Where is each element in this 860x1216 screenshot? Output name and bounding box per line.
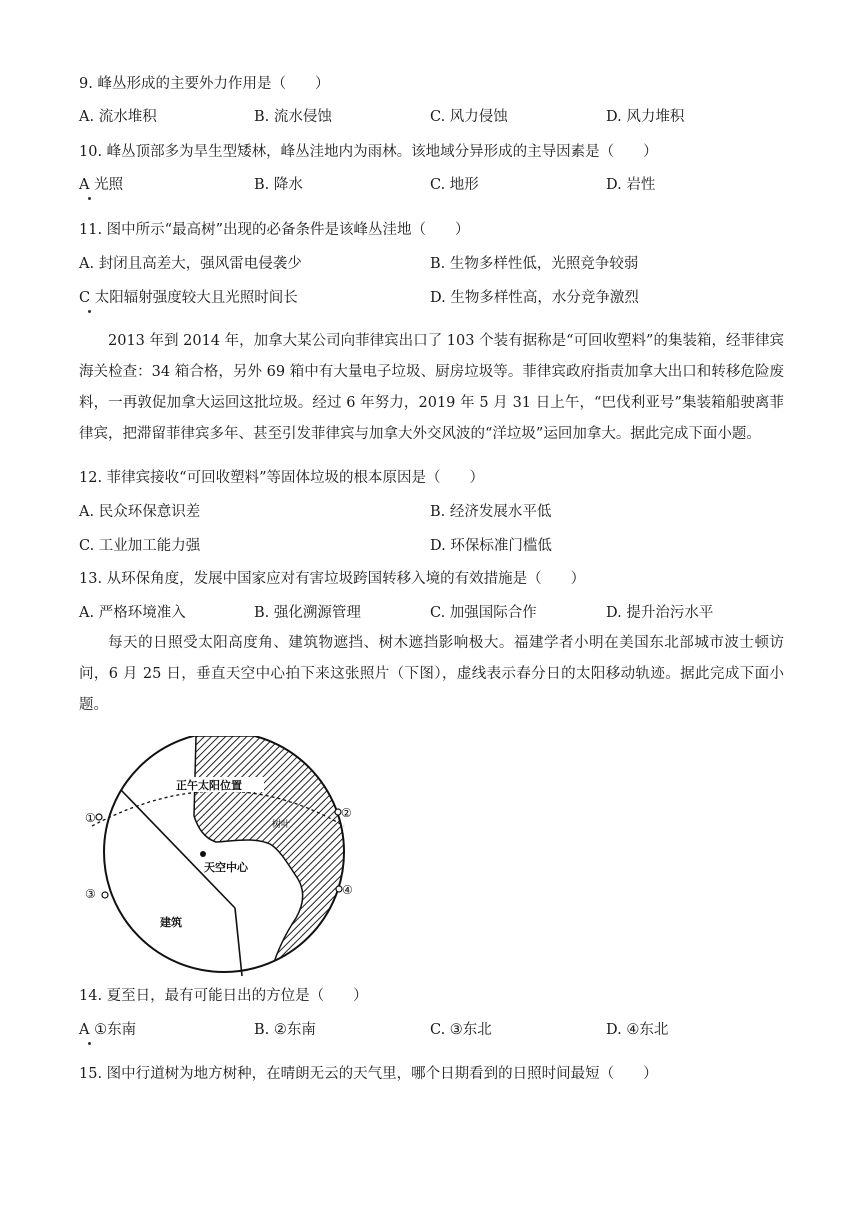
question-10-stem: 10. 峰丛顶部多为旱生型矮林，峰丛洼地内为雨林。该地域分异形成的主导因素是（ ） — [79, 144, 658, 160]
marker-3-dot — [102, 892, 108, 898]
question-13-option-b: B. 强化溯源管理 — [254, 605, 361, 621]
question-10-option-d: D. 岩性 — [606, 177, 656, 193]
question-9-option-d: D. 风力堆积 — [606, 109, 685, 125]
tree-foliage-area — [194, 736, 364, 980]
question-13-stem: 13. 从环保角度，发展中国家应对有害垃圾跨国转移入境的有效措施是（ ） — [79, 571, 586, 587]
question-13-option-a: A. 严格环境准入 — [79, 605, 186, 621]
question-14-option-a: A ①东南 — [79, 1022, 137, 1038]
marker-3-label: ③ — [85, 887, 96, 901]
question-12-stem: 12. 菲律宾接收“可回收塑料”等固体垃圾的根本原因是（ ） — [79, 470, 484, 486]
question-9-option-b: B. 流水侵蚀 — [254, 109, 332, 125]
sky-center-dot — [200, 851, 206, 857]
option-dot-mark — [88, 310, 91, 313]
marker-4-label: ④ — [342, 883, 353, 897]
question-11-stem: 11. 图中所示“最高树”出现的必备条件是该峰丛洼地（ ） — [79, 222, 470, 238]
question-11-option-a: A. 封闭且高差大，强风雷电侵袭少 — [79, 256, 302, 272]
question-14-stem: 14. 夏至日，最有可能日出的方位是（ ） — [79, 988, 368, 1004]
sky-center-label: 天空中心 — [204, 861, 248, 874]
question-14-option-c: C. ③东北 — [430, 1022, 492, 1038]
tree-label: 树叶 — [272, 820, 291, 830]
question-11-option-d: D. 生物多样性高，水分竞争激烈 — [430, 290, 639, 306]
question-10-option-a: A 光照 — [79, 177, 124, 193]
question-12-option-a: A. 民众环保意识差 — [79, 504, 201, 520]
question-12-option-b: B. 经济发展水平低 — [430, 504, 552, 520]
noon-sun-position-label: 正午太阳位置 — [176, 779, 242, 792]
question-10-option-c: C. 地形 — [430, 177, 479, 193]
question-12-option-c: C. 工业加工能力强 — [79, 538, 201, 554]
marker-2-label: ② — [341, 806, 352, 820]
question-9-option-c: C. 风力侵蚀 — [430, 109, 508, 125]
question-9-option-a: A. 流水堆积 — [79, 109, 157, 125]
question-15-stem: 15. 图中行道树为地方树种，在晴朗无云的天气里，哪个日期看到的日照时间最短（ ） — [79, 1066, 658, 1082]
option-dot-mark — [88, 1042, 91, 1045]
marker-1-label: ① — [85, 811, 96, 825]
question-9-stem: 9. 峰丛形成的主要外力作用是（ ） — [79, 76, 330, 92]
question-14-option-b: B. ②东南 — [254, 1022, 316, 1038]
question-10-option-b: B. 降水 — [254, 177, 303, 193]
passage-boston-sunlight: 每天的日照受太阳高度角、建筑物遮挡、树木遮挡影响极大。福建学者小明在美国东北部城市波士顿访问，6 月 25 日，垂直天空中心拍下来这张照片（下图），虚线表示春分日的太阳移动轨迹。据此完成下面小题。 — [79, 635, 784, 713]
marker-1-dot — [96, 814, 102, 820]
option-dot-mark — [88, 197, 91, 200]
question-12-option-d: D. 环保标准门槛低 — [430, 538, 552, 554]
question-11-option-c: C 太阳辐射强度较大且光照时间长 — [79, 290, 298, 306]
question-13-option-c: C. 加强国际合作 — [430, 605, 537, 621]
building-label: 建筑 — [160, 916, 182, 929]
passage-philippines-waste: 2013 年到 2014 年，加拿大某公司向菲律宾出口了 103 个装有据称是“可回收塑料”的集装箱，经菲律宾海关检查：34 箱合格，另外 69 箱中有大量电子垃圾、厨房垃圾等。菲律宾政府指责加拿大出口和转移危险废料，一再敦促加拿大运回这批垃圾。经过 6 年努力，2019 年 5 月 31 日上午，“巴伐利亚号”集装箱船驶离菲律宾，把滞留菲律宾多年、甚至引发菲律宾与加拿大外交风波的“洋垃圾”运回加拿大。据此完成下面小题。 — [79, 333, 784, 442]
sky-photo-diagram — [84, 736, 364, 980]
question-14-option-d: D. ④东北 — [606, 1022, 669, 1038]
question-13-option-d: D. 提升治污水平 — [606, 605, 714, 621]
building-edge-line — [235, 908, 242, 976]
question-11-option-b: B. 生物多样性低，光照竞争较弱 — [430, 256, 639, 272]
